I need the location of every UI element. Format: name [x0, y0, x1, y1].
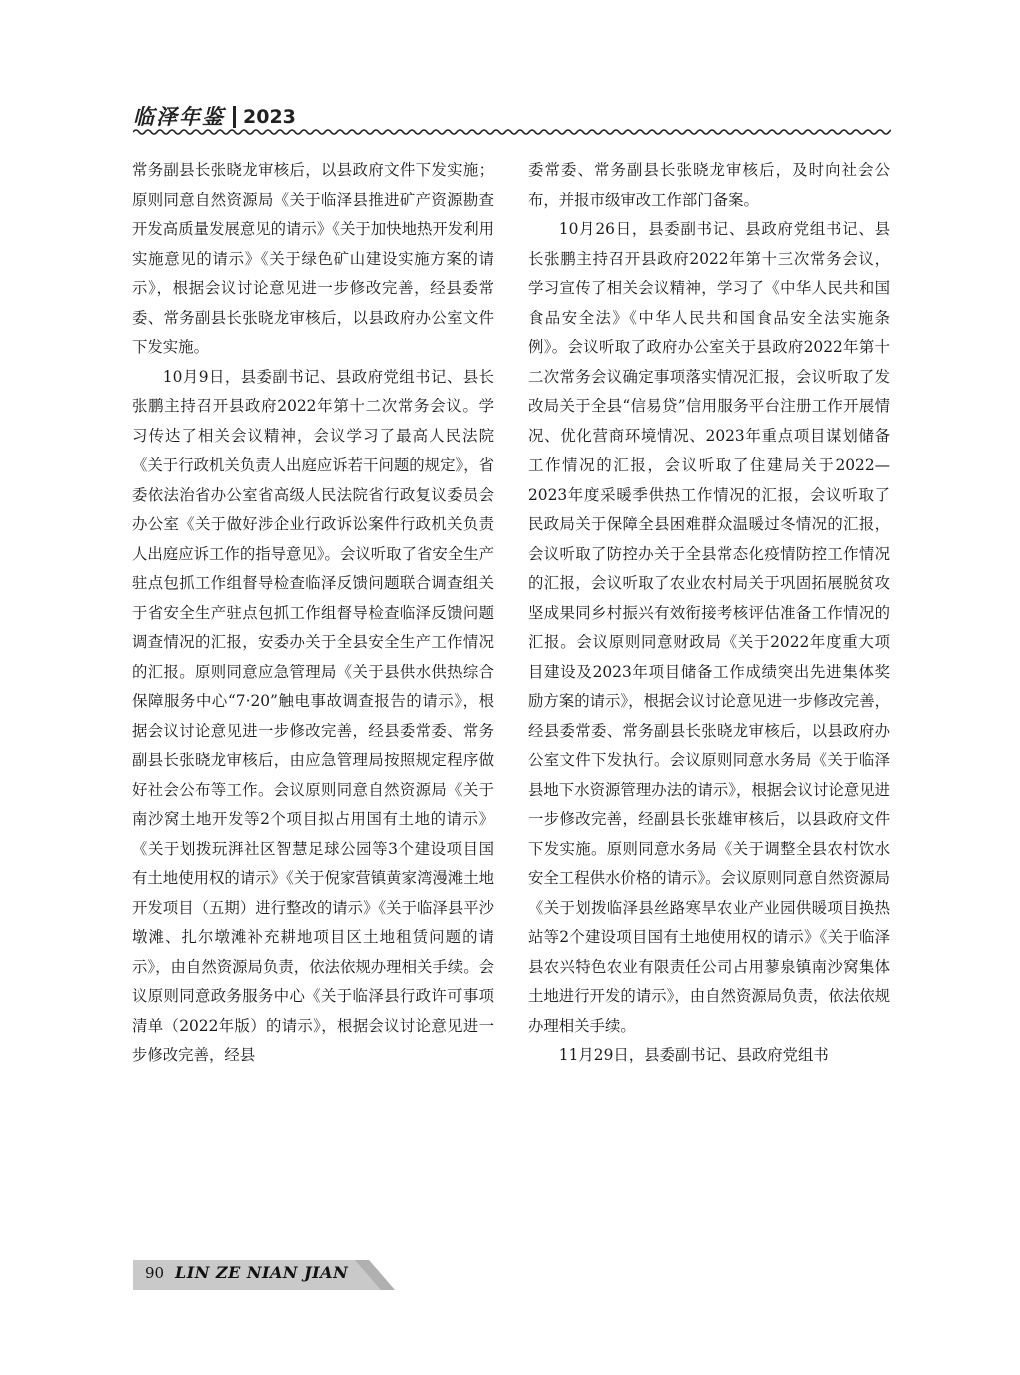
yearbook-title: 临泽年鉴 [133, 105, 225, 129]
page-footer [133, 1260, 395, 1290]
yearbook-year: 2023 [243, 106, 296, 128]
right-column [528, 156, 890, 1071]
page-number: 90 [145, 1264, 165, 1282]
header-wave-rule [133, 126, 891, 138]
left-column [132, 156, 494, 1071]
paragraph: 11月29日，县委副书记、县政府党组书 [558, 1046, 829, 1064]
paragraph: 委常委、常务副县长张晓龙审核后，及时向社会公布，并报市级审改工作部门备案。 [528, 161, 890, 209]
header-divider [233, 106, 236, 128]
journal-name: LIN ZE NIAN JIAN [175, 1263, 349, 1282]
paragraph: 10月26日，县委副书记、县政府党组书记、县长张鹏主持召开县政府2022年第十三次常务会议，学习宣传了相关会议精神，学习了《中华人民共和国食品安全法》《中华人民共和国食品安全法实施条例》。会议听取了政府办公室关于县政府2022年第十二次常务会议确定事项落实情况汇报，会议听取了发改局关于全县“信易贷”信用服务平台注册工作开展情况、优化营商环境情况、2023年重点项目谋划储备工作情况的汇报，会议听取了住建局关于2022—2023年度采暖季供热工作情况的汇报，会议听取了民政局关于保障全县困难群众温暖过冬情况的汇报，会议听取了防控办关于全县常态化疫情防控工作情况的汇报，会议听取了农业农村局关于巩固拓展脱贫攻坚成果同乡村振兴有效衔接考核评估准备工作情况的汇报。会议原则同意财政局《关于2022年度重大项目建设及2023年项目储备工作成绩突出先进集体奖励方案的请示》，根据会议讨论意见进一步修改完善，经县委常委、常务副县长张晓龙审核后，以县政府办公室文件下发执行。会议原则同意水务局《关于临泽县地下水资源管理办法的请示》，根据会议讨论意见进一步修改完善，经副县长张雄审核后，以县政府文件下发实施。原则同意水务局《关于调整全县农村饮水安全工程供水价格的请示》。会议原则同意自然资源局《关于划拨临泽县丝路寒旱农业产业园供暖项目换热站等2个建设项目国有土地使用权的请示》《关于临泽县农兴特色农业有限责任公司占用蓼泉镇南沙窝集体土地进行开发的请示》，由自然资源局负责，依法依规办理相关手续。 [528, 220, 890, 1035]
paragraph: 常务副县长张晓龙审核后，以县政府文件下发实施；原则同意自然资源局《关于临泽县推进矿产资源勘查开发高质量发展意见的请示》《关于加快地热开发利用实施意见的请示》《关于绿色矿山建设实施方案的请示》，根据会议讨论意见进一步修改完善，经县委常委、常务副县长张晓龙审核后，以县政府办公室文件下发实施。 [132, 161, 494, 356]
paragraph: 10月9日，县委副书记、县政府党组书记、县长张鹏主持召开县政府2022年第十二次常务会议。学习传达了相关会议精神，会议学习了最高人民法院《关于行政机关负责人出庭应诉若干问题的规定》，省委依法治省办公室省高级人民法院省行政复议委员会办公室《关于做好涉企业行政诉讼案件行政机关负责人出庭应诉工作的指导意见》。会议听取了省安全生产驻点包抓工作组督导检查临泽反馈问题联合调查组关于省安全生产驻点包抓工作组督导检查临泽反馈问题调查情况的汇报，安委办关于全县安全生产工作情况的汇报。原则同意应急管理局《关于县供水供热综合保障服务中心“7·20”触电事故调查报告的请示》，根据会议讨论意见进一步修改完善，经县委常委、常务副县长张晓龙审核后，由应急管理局按照规定程序做好社会公布等工作。会议原则同意自然资源局《关于南沙窝土地开发等2个项目拟占用国有土地的请示》《关于划拨玩湃社区智慧足球公园等3个建设项目国有土地使用权的请示》《关于倪家营镇黄家湾漫滩土地开发项目（五期）进行整改的请示》《关于临泽县平沙墩滩、扎尔墩滩补充耕地项目区土地租赁问题的请示》，由自然资源局负责，依法依规办理相关手续。会议原则同意政务服务中心《关于临泽县行政许可事项清单（2022年版）的请示》，根据会议讨论意见进一步修改完善，经县 [132, 367, 494, 1064]
